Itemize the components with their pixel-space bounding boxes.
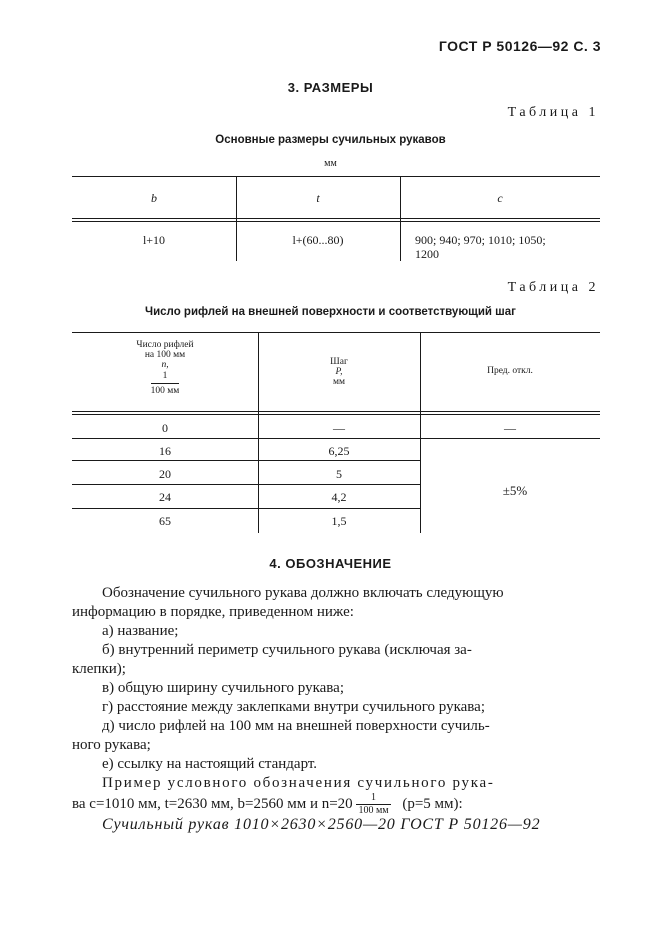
- table-2-row-rule-4: [72, 508, 420, 509]
- table-1-unit: мм: [324, 158, 337, 169]
- table-1-top-rule: [72, 176, 600, 177]
- table-1-label: Таблица 1: [507, 105, 599, 120]
- example-line-1: Пример условного обозначения сучильного рука-: [102, 775, 495, 791]
- table-2-row-3-n: 20: [159, 467, 171, 481]
- table-2-row-5-p: 1,5: [331, 514, 347, 528]
- table-2-row-3-p: 5: [336, 467, 342, 481]
- table-2-header-n-line1: Число рифлей: [136, 340, 194, 350]
- example-line-2-b: (p=5 мм):: [402, 795, 463, 812]
- list-item-a: а) название;: [102, 623, 179, 639]
- table-2-row-2-n: 16: [159, 444, 171, 458]
- intro-line-2: информацию в порядке, приведенном ниже:: [72, 604, 354, 620]
- list-item-b-cont: клепки);: [72, 661, 126, 677]
- table-1-cell-c: [415, 233, 546, 261]
- section-4-title: 4. ОБОЗНАЧЕНИЕ: [269, 556, 392, 571]
- table-2-row-4-p: 4,2: [331, 490, 347, 504]
- table-1-header-t: t: [316, 191, 320, 205]
- table-2-top-rule: [72, 332, 600, 333]
- table-2-header-p-line1: Шаг: [330, 357, 348, 367]
- table-2-header-n-den: 100 мм: [151, 383, 180, 396]
- table-2-header-dev: Пред. откл.: [487, 366, 533, 376]
- table-2-row-1-dev: —: [504, 421, 516, 435]
- table-1-header-b: b: [151, 191, 157, 205]
- table-1-cell-b: l+10: [142, 233, 166, 247]
- list-item-b: б) внутренний периметр сучильного рукава (исключая за-: [102, 642, 472, 658]
- table-2-row-5-n: 65: [159, 514, 171, 528]
- table-2-row-rule-2: [72, 460, 420, 461]
- page-header: ГОСТ Р 50126—92 С. 3: [438, 38, 601, 54]
- table-2-header-p: [258, 357, 420, 387]
- example-fraction-num: 1: [371, 792, 377, 803]
- table-2-header-n-num: 1: [162, 371, 168, 381]
- section-3-title: 3. РАЗМЕРЫ: [287, 80, 374, 95]
- final-designation: Сучильный рукав 1010×2630×2560—20 ГОСТ Р 50126—92: [102, 816, 541, 833]
- intro-line-1: Обозначение сучильного рукава должно включать следующую: [102, 585, 504, 601]
- table-1-cell-c-line2: 1200: [415, 247, 439, 261]
- example-line-2: [72, 792, 463, 817]
- example-fraction: [356, 792, 390, 817]
- list-item-d: г) расстояние между заклепками внутри сучильного рукава;: [102, 699, 485, 715]
- table-2-row-rule-3: [72, 484, 420, 485]
- list-item-f: е) ссылку на настоящий стандарт.: [102, 756, 318, 772]
- list-item-e-cont: ного рукава;: [72, 737, 151, 753]
- table-2-row-1-p: —: [333, 421, 345, 435]
- table-1-header-rule: [72, 218, 600, 222]
- table-1-cell-t: l+(60...80): [292, 233, 344, 247]
- table-2-header-rule: [72, 411, 600, 415]
- table-2-header-p-symbol: P,: [335, 367, 343, 377]
- table-2-header-p-unit: мм: [332, 377, 346, 387]
- table-1-cell-c-line1: 900; 940; 970; 1010; 1050;: [415, 233, 546, 247]
- list-item-c: в) общую ширину сучильного рукава;: [102, 680, 344, 696]
- table-1-caption: Основные размеры сучильных рукавов: [215, 134, 446, 146]
- table-1-header-c: c: [497, 191, 503, 205]
- table-2-row-1-n: 0: [162, 421, 168, 435]
- table-2-label: Таблица 2: [507, 280, 599, 295]
- table-2-row-rule-1: [72, 438, 600, 439]
- table-2-row-2-p: 6,25: [328, 444, 350, 458]
- table-2-header-n-symbol: n,: [161, 360, 169, 370]
- table-2-caption: Число рифлей на внешней поверхности и соответствующий шаг: [145, 306, 516, 318]
- table-2-merged-dev: ±5%: [502, 483, 528, 498]
- example-fraction-den: 100 мм: [358, 805, 389, 816]
- list-item-e: д) число рифлей на 100 мм на внешней поверхности сучиль-: [102, 718, 490, 734]
- example-line-2-a: ва c=1010 мм, t=2630 мм, b=2560 мм и n=20: [72, 795, 353, 812]
- table-2-row-4-n: 24: [159, 490, 171, 504]
- table-2-header-n-line2: на 100 мм: [144, 350, 186, 360]
- table-2-header-n: [72, 340, 258, 396]
